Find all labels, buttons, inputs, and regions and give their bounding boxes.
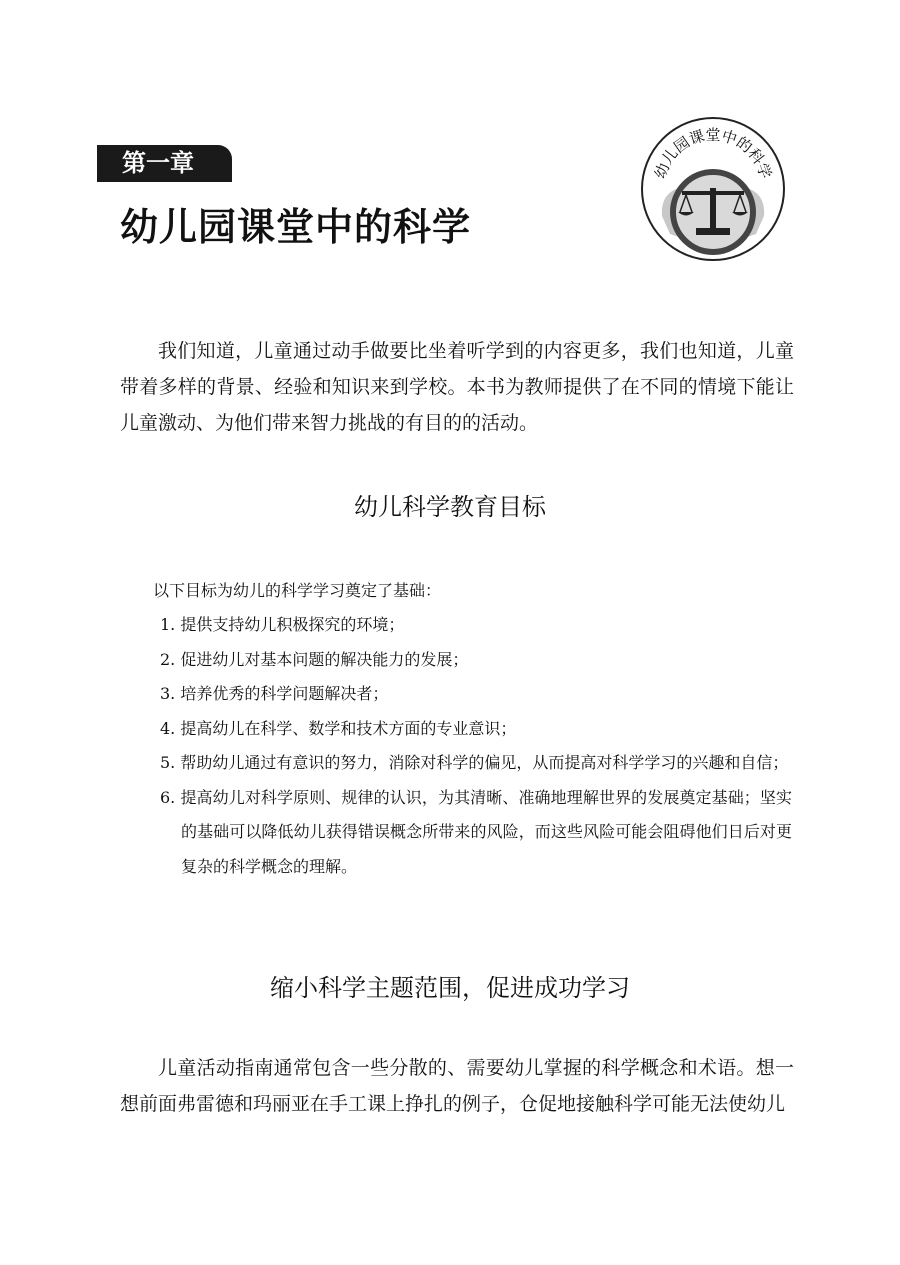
goal-item: 6. 提高幼儿对科学原则、规律的认识，为其清晰、准确地理解世界的发展奠定基础；坚实的基础可以降低幼儿获得错误概念所带来的风险，而这些风险可能会阻碍他们日后对更复杂的科学概念的理解。: [160, 787, 792, 876]
chapter-title: 幼儿园课堂中的科学: [120, 205, 472, 249]
goal-list: [160, 608, 792, 884]
section2-paragraph: 儿童活动指南通常包含一些分散的、需要幼儿掌握的科学概念和术语。想一想前面弗雷德和玛丽亚在手工课上挣扎的例子，仓促地接触科学可能无法使幼儿: [120, 1057, 794, 1115]
goal-item: 2. 促进幼儿对基本问题的解决能力的发展；: [160, 649, 469, 669]
goal-item: 5. 帮助幼儿通过有意识的努力，消除对科学的偏见，从而提高对科学学习的兴趣和自信；: [160, 753, 789, 772]
goal-item: 4. 提高幼儿在科学、数学和技术方面的专业意识；: [160, 718, 517, 738]
emblem-text: 幼儿园课堂中的科学: [651, 126, 775, 181]
section-heading-goals: 幼儿科学教育目标: [354, 493, 546, 521]
chapter-label: 第一章: [97, 145, 232, 182]
chapter-emblem: [640, 116, 786, 262]
goals-intro: 以下目标为幼儿的科学学习奠定了基础：: [153, 581, 442, 600]
intro-paragraph: 我们知道，儿童通过动手做要比坐着听学到的内容更多，我们也知道，儿童带着多样的背景、经验和知识来到学校。本书为教师提供了在不同的情境下能让儿童激动、为他们带来智力挑战的有目的的活动。: [120, 340, 794, 434]
goal-item: 3. 培养优秀的科学问题解决者；: [160, 684, 389, 703]
section-heading-scope: 缩小科学主题范围，促进成功学习: [270, 974, 630, 1002]
goal-item: 1. 提供支持幼儿积极探究的环境；: [160, 615, 405, 634]
